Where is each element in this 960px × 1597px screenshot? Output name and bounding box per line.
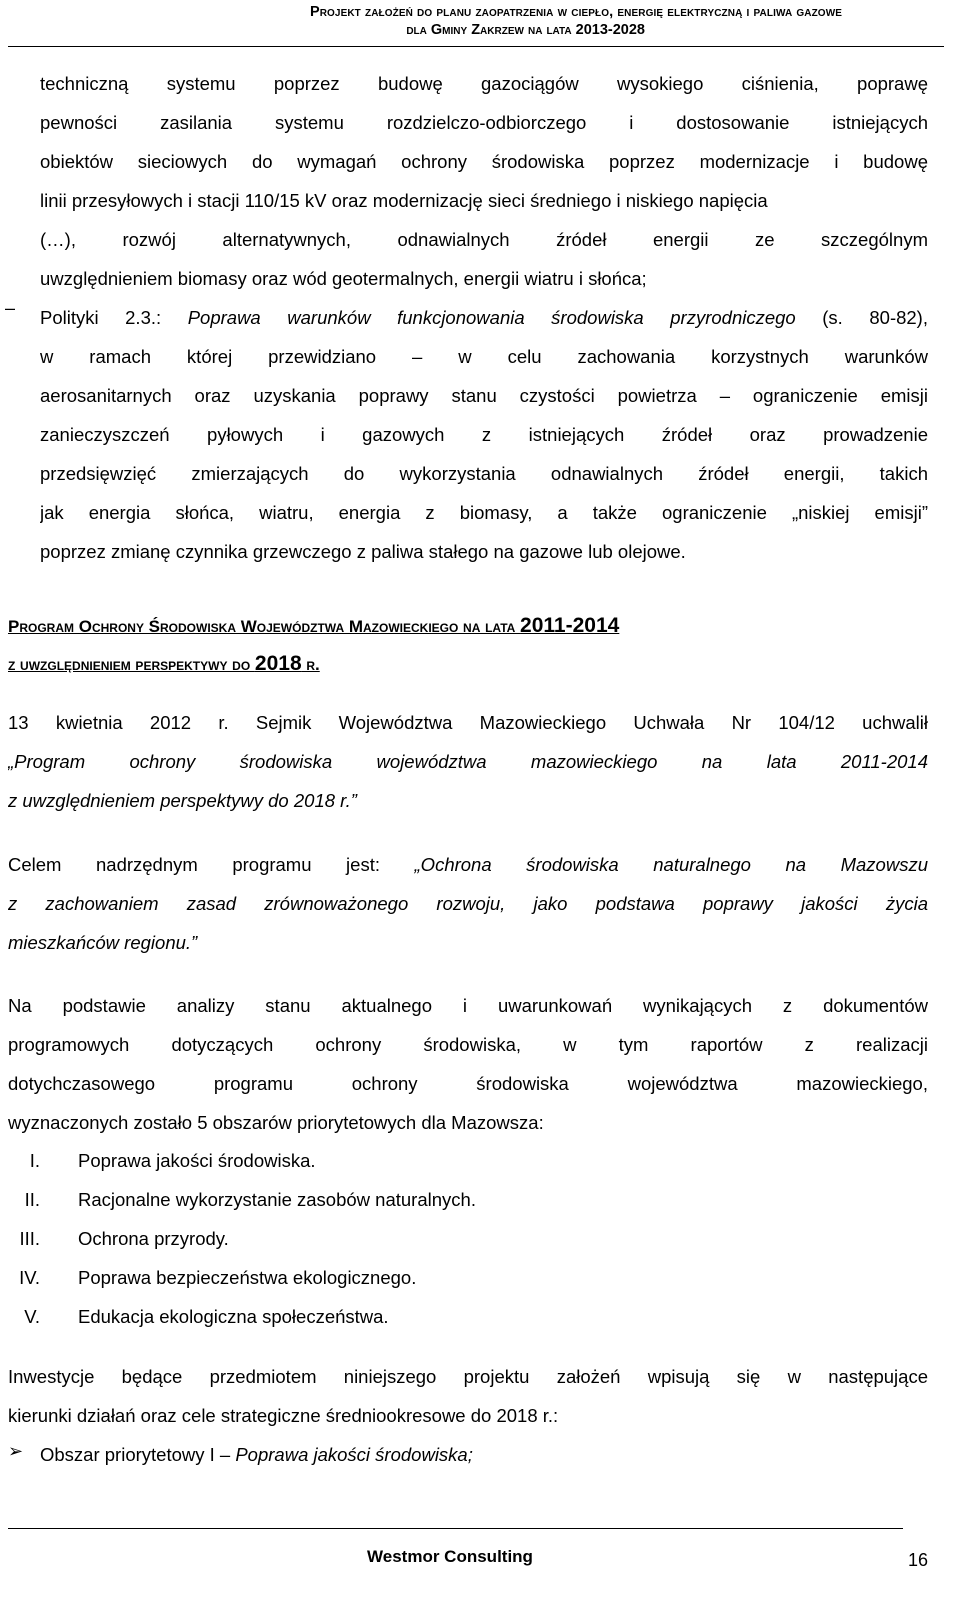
header-title-line2: dla Gminy Zakrzew na lata 2013-2028 (406, 22, 645, 38)
section-heading-line1 (8, 614, 928, 638)
text-line: programowych dotyczących ochrony środowiska, w tym raportów z realizacji (8, 1034, 928, 1055)
arrow-bullet-icon: ➢ (8, 1441, 24, 1461)
footer-divider (8, 1528, 903, 1529)
text-line: dotychczasowego programu ochrony środowiska województwa mazowieckiego, (8, 1073, 928, 1094)
list-item (8, 1219, 476, 1258)
text-line: jak energia słońca, wiatru, energia z biomasy, a także ograniczenie „niskiej emisji” (40, 502, 928, 523)
page-number: 16 (907, 1550, 928, 1570)
paragraph-inwestycje (8, 1357, 928, 1435)
text-line: obiektów sieciowych do wymagań ochrony środowiska poprzez modernizacje i budowę (40, 151, 928, 172)
text-line: przedsięwzięć zmierzających do wykorzystania odnawialnych źródeł energii, takich (40, 463, 928, 484)
footer-company: Westmor Consulting (367, 1547, 533, 1566)
list-item (8, 1297, 476, 1336)
text-line: 13 kwietnia 2012 r. Sejmik Województwa Mazowieckiego Uchwała Nr 104/12 uchwalił (8, 712, 928, 733)
list-text: Edukacja ekologiczna społeczeństwa. (78, 1306, 389, 1327)
list-text: Poprawa jakości środowiska. (78, 1150, 316, 1171)
section-heading-text: z uwzględnieniem perspektywy do (8, 655, 255, 674)
polityki-tail: (s. 80-82), (795, 307, 928, 328)
paragraph-celem (8, 845, 928, 962)
text-line (8, 884, 928, 923)
text-line (8, 923, 928, 962)
celem-italic: z zachowaniem zasad zrównoważonego rozwoju, jako podstawa poprawy jakości życia (8, 893, 928, 914)
list-text: Ochrona przyrody. (78, 1228, 229, 1249)
priority-areas-list (8, 1141, 476, 1336)
text-line (8, 781, 928, 820)
bullet-lead: Obszar priorytetowy I – (40, 1444, 236, 1465)
text-line: w ramach której przewidziano – w celu zachowania korzystnych warunków (40, 346, 928, 367)
section-heading-year: 2018 (254, 652, 302, 675)
list-number: III. (19, 1228, 40, 1249)
text-line (8, 742, 928, 781)
text-line (8, 845, 928, 884)
section-heading-line2 (8, 652, 928, 676)
list-text: Poprawa bezpieczeństwa ekologicznego. (78, 1267, 417, 1288)
list-item (8, 1141, 476, 1180)
list-text: Racjonalne wykorzystanie zasobów naturalnych. (78, 1189, 476, 1210)
text-line: wyznaczonych zostało 5 obszarów priorytetowych dla Mazowsza: (8, 1112, 544, 1133)
program-title-end: z uwzględnieniem perspektywy do 2018 r.” (8, 790, 357, 811)
paragraph-analiza (8, 986, 928, 1142)
section-heading-years: 2011-2014 (520, 614, 620, 637)
celem-italic: „Ochrona środowiska naturalnego na Mazowszu (414, 854, 928, 875)
bullet-italic: Poprawa jakości środowiska; (235, 1444, 473, 1465)
paragraph-polityki (40, 298, 928, 571)
text-line: Inwestycje będące przedmiotem niniejszego projektu założeń wpisują się w następujące (8, 1366, 928, 1387)
priority-area-bullet (40, 1435, 473, 1474)
text-line: Na podstawie analizy stanu aktualnego i uwarunkowań wynikających z dokumentów (8, 995, 928, 1016)
list-number: II. (24, 1189, 40, 1210)
header-title-line1: Projekt założeń do planu zaopatrzenia w ciepło, energię elektryczną i paliwa gazowe (309, 4, 842, 20)
text-line: aerosanitarnych oraz uzyskania poprawy stanu czystości powietrza – ograniczenie emisji (40, 385, 928, 406)
celem-italic: mieszkańców regionu.” (8, 932, 198, 953)
program-title: „Program ochrony środowiska województwa mazowieckiego na lata 2011-2014 (8, 751, 928, 772)
text-line (40, 298, 928, 337)
text-line: uwzględnieniem biomasy oraz wód geotermalnych, energii wiatru i słońca; (40, 268, 647, 289)
celem-lead: Celem nadrzędnym programu jest: (8, 854, 415, 875)
header-divider (8, 46, 944, 47)
list-number: V. (24, 1306, 40, 1327)
section-heading-suffix: r. (301, 655, 320, 674)
paragraph-top (40, 64, 928, 298)
text-line: pewności zasilania systemu rozdzielczo-odbiorczego i dostosowanie istniejących (40, 112, 928, 133)
paragraph-sejmik (8, 703, 928, 820)
list-item (8, 1180, 476, 1219)
text-line: poprzez zmianę czynnika grzewczego z paliwa stałego na gazowe lub olejowe. (40, 541, 686, 562)
text-line: linii przesyłowych i stacji 110/15 kV oraz modernizację sieci średniego i niskiego napięcia (40, 190, 768, 211)
list-number: IV. (19, 1267, 40, 1288)
polityki-italic-title: Poprawa warunków funkcjonowania środowiska przyrodniczego (187, 307, 796, 328)
list-item (8, 1258, 476, 1297)
dash-bullet: – (5, 298, 16, 318)
section-heading-text: Program Ochrony Środowiska Województwa Mazowieckiego na lata (8, 617, 521, 636)
text-line: (…), rozwój alternatywnych, odnawialnych źródeł energii ze szczególnym (40, 229, 928, 250)
text-line: kierunki działań oraz cele strategiczne średniookresowe do 2018 r.: (8, 1405, 559, 1426)
text-line: techniczną systemu poprzez budowę gazociągów wysokiego ciśnienia, poprawę (40, 73, 928, 94)
text-line: zanieczyszczeń pyłowych i gazowych z istniejących źródeł oraz prowadzenie (40, 424, 928, 445)
list-number: I. (29, 1150, 40, 1171)
polityki-lead: Polityki 2.3.: (40, 307, 188, 328)
